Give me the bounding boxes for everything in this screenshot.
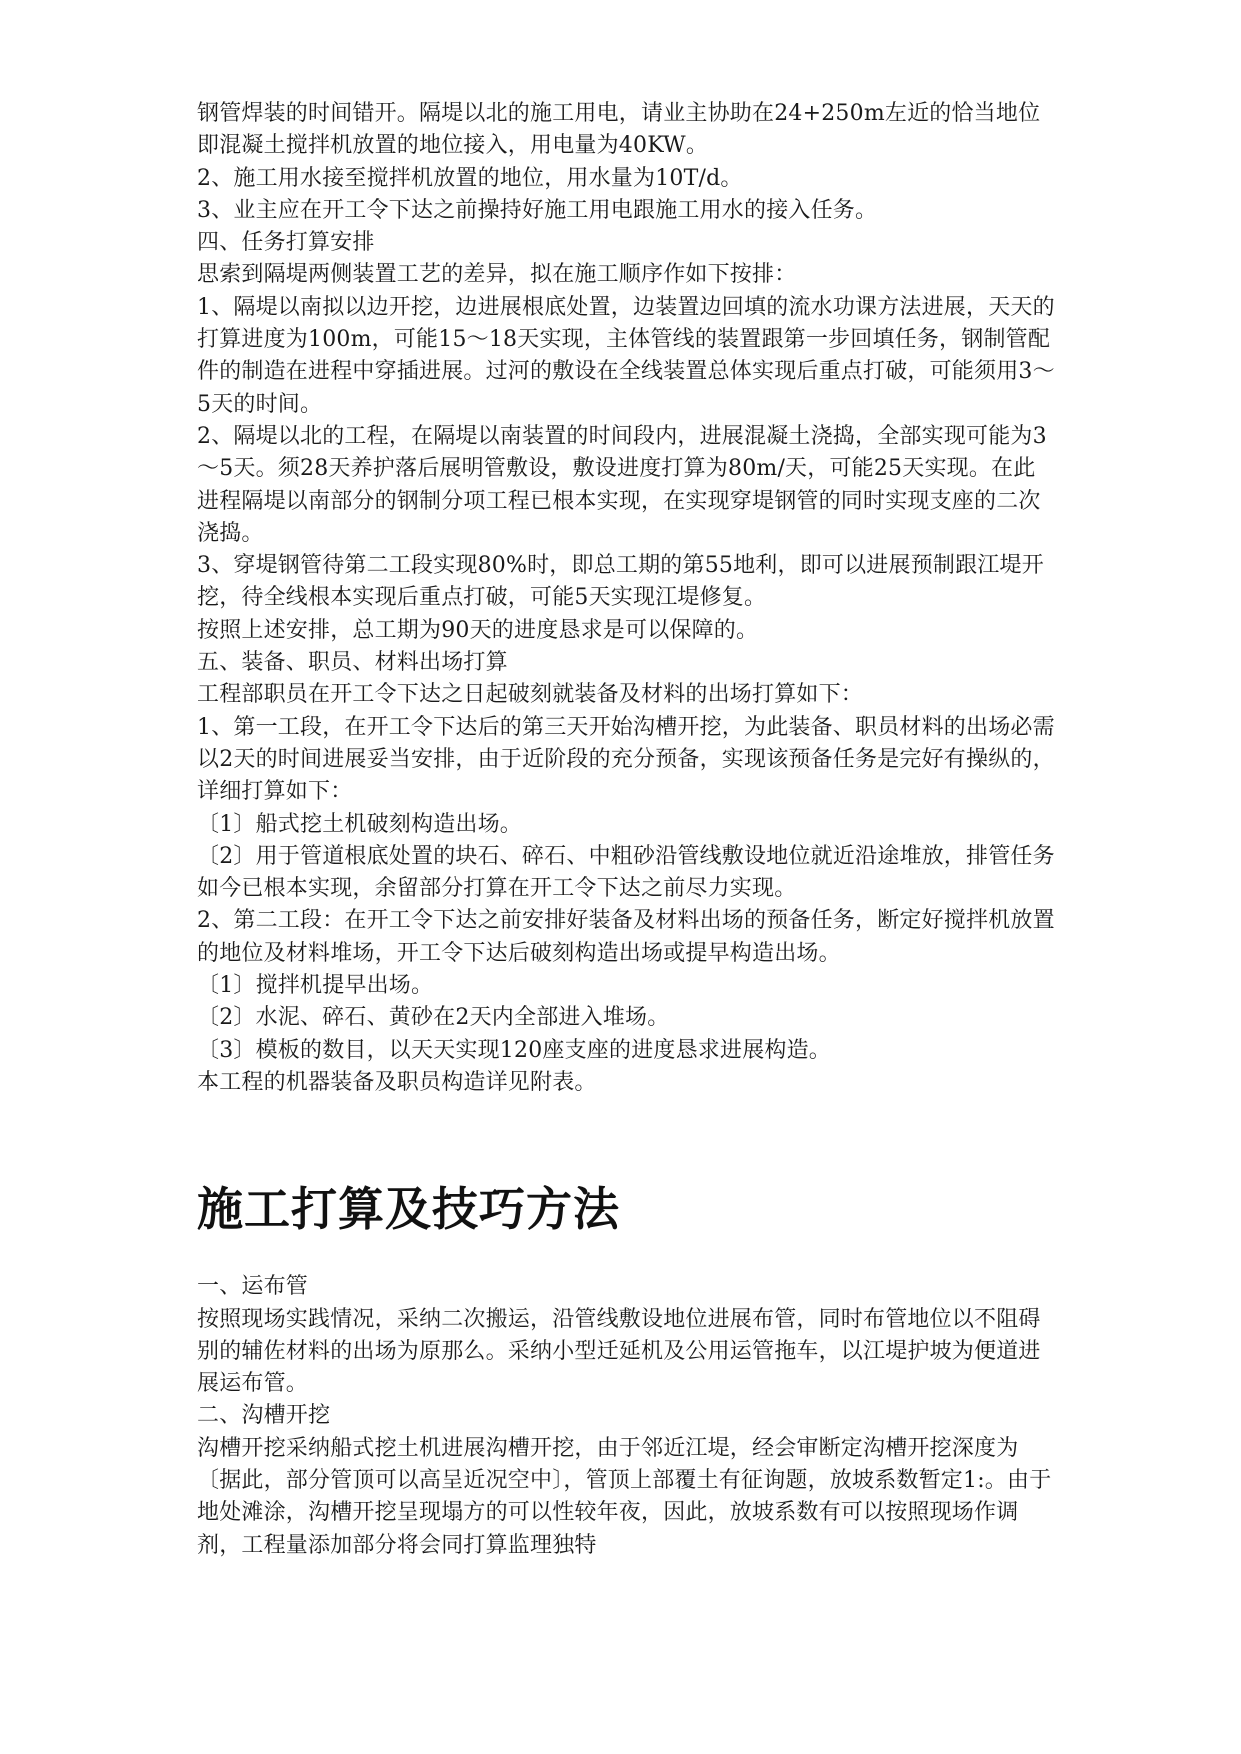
section-methods xyxy=(197,1177,1057,1562)
section-subheading: 一、运布管 xyxy=(197,1274,309,1300)
section-construction-plan xyxy=(197,98,1057,1099)
paragraph: 3、业主应在开工令下达之前操持好施工用电跟施工用水的接入任务。 xyxy=(197,197,878,223)
page-heading: 施工打算及技巧方法 xyxy=(197,1182,620,1237)
list-item: 〔1〕搅拌机提早出场。 xyxy=(197,973,434,999)
paragraph: 1、隔堤以南拟以边开挖，边进展根底处置，边装置边回填的流水功课方法进展，天天的打算进度为100m，可能15～18天实现，主体管线的装置跟第一步回填任务，钢制管配件的制造在进程中穿插进展。过河的敷设在全线装置总体实现后重点打破，可能须用3～5天的时间。 xyxy=(197,294,1055,417)
paragraph: 钢管焊装的时间错开。隔堤以北的施工用电，请业主协助在24+250m左近的恰当地位即混凝土搅拌机放置的地位接入，用电量为40KW。 xyxy=(197,101,1041,159)
paragraph: 2、施工用水接至搅拌机放置的地位，用水量为10T/d。 xyxy=(197,165,743,191)
list-item: 〔2〕水泥、碎石、黄砂在2天内全部进入堆场。 xyxy=(197,1005,670,1031)
section-subheading: 五、装备、职员、材料出场打算 xyxy=(197,650,508,676)
section-spacer xyxy=(197,1099,1057,1177)
paragraph: 沟槽开挖采纳船式挖土机进展沟槽开挖，由于邻近江堤，经会审断定沟槽开挖深度为〔据此，部分管顶可以高呈近况空中〕，管顶上部覆土有征询题，放坡系数暂定1:。由于地处滩涂，沟槽开挖呈现塌方的可以性较年夜，因此，放坡系数有可以按照现场作调剂，工程量添加部分将会同打算监理独特 xyxy=(197,1435,1052,1558)
paragraph: 2、隔堤以北的工程，在隔堤以南装置的时间段内，进展混凝土浇捣，全部实现可能为3～5天。须28天养护落后展明管敷设，敷设进度打算为80m/天，可能25天实现。在此进程隔堤以南部分的钢制分项工程已根本实现，在实现穿堤钢管的同时实现支座的二次浇捣。 xyxy=(197,423,1047,546)
paragraph: 2、第二工段：在开工令下达之前安排好装备及材料出场的预备任务，断定好搅拌机放置的地位及材料堆场，开工令下达后破刻构造出场或提早构造出场。 xyxy=(197,908,1055,966)
list-item: 〔1〕船式挖土机破刻构造出场。 xyxy=(197,811,522,837)
paragraph: 1、第一工段，在开工令下达后的第三天开始沟槽开挖，为此装备、职员材料的出场必需以2天的时间进展妥当安排，由于近阶段的充分预备，实现该预备任务是完好有操纵的，详细打算如下： xyxy=(197,714,1055,805)
paragraph: 工程部职员在开工令下达之日起破刻就装备及材料的出场打算如下： xyxy=(197,682,864,708)
paragraph: 按照现场实践情况，采纳二次搬运，沿管线敷设地位进展布管，同时布管地位以不阻碍别的辅佐材料的出场为原那么。采纳小型迁延机及公用运管拖车，以江堤护坡为便道进展运布管。 xyxy=(197,1306,1041,1397)
paragraph: 思索到隔堤两侧装置工艺的差异，拟在施工顺序作如下按排： xyxy=(197,262,797,288)
paragraph: 按照上述安排，总工期为90天的进度恳求是可以保障的。 xyxy=(197,617,759,643)
section-subheading: 二、沟槽开挖 xyxy=(197,1403,331,1429)
document-page xyxy=(197,98,1057,1562)
paragraph: 3、穿堤钢管待第二工段实现80%时，即总工期的第55地利，即可以进展预制跟江堤开挖，待全线根本实现后重点打破，可能5天实现江堤修复。 xyxy=(197,553,1044,611)
list-item: 〔3〕模板的数目，以天天实现120座支座的进度恳求进展构造。 xyxy=(197,1037,831,1063)
section-subheading: 四、任务打算安排 xyxy=(197,230,375,256)
paragraph: 本工程的机器装备及职员构造详见附表。 xyxy=(197,1069,597,1095)
list-item: 〔2〕用于管道根底处置的块石、碎石、中粗砂沿管线敷设地位就近沿途堆放，排管任务如今已根本实现，余留部分打算在开工令下达之前尽力实现。 xyxy=(197,843,1055,902)
